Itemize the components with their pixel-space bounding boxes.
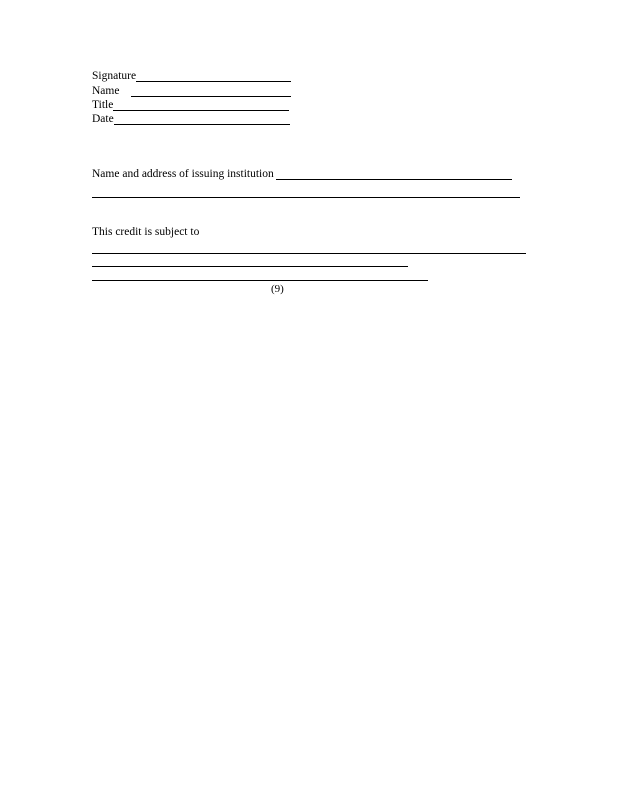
- signature-row: [92, 70, 291, 83]
- title-row: [92, 99, 289, 112]
- issuer-blank-line-2: [92, 197, 520, 198]
- date-row: [92, 113, 290, 126]
- subject-blank-line-3: [92, 280, 428, 281]
- subject-label: This credit is subject to: [92, 226, 200, 238]
- title-blank: [113, 99, 289, 111]
- name-row: [92, 85, 291, 98]
- signature-blank: [136, 70, 291, 82]
- issuer-row: [92, 168, 512, 181]
- subject-blank-line-1: [92, 253, 526, 254]
- subject-row: [92, 226, 199, 239]
- issuer-blank: [276, 168, 512, 180]
- date-blank: [114, 113, 290, 125]
- title-label: Title: [92, 99, 114, 111]
- signature-label: Signature: [92, 70, 137, 82]
- page-number: (9): [271, 283, 284, 295]
- subject-blank-line-2: [92, 266, 408, 267]
- name-blank: [131, 85, 291, 97]
- name-label: Name: [92, 85, 120, 97]
- date-label: Date: [92, 113, 114, 125]
- issuer-label: Name and address of issuing institution: [92, 168, 274, 180]
